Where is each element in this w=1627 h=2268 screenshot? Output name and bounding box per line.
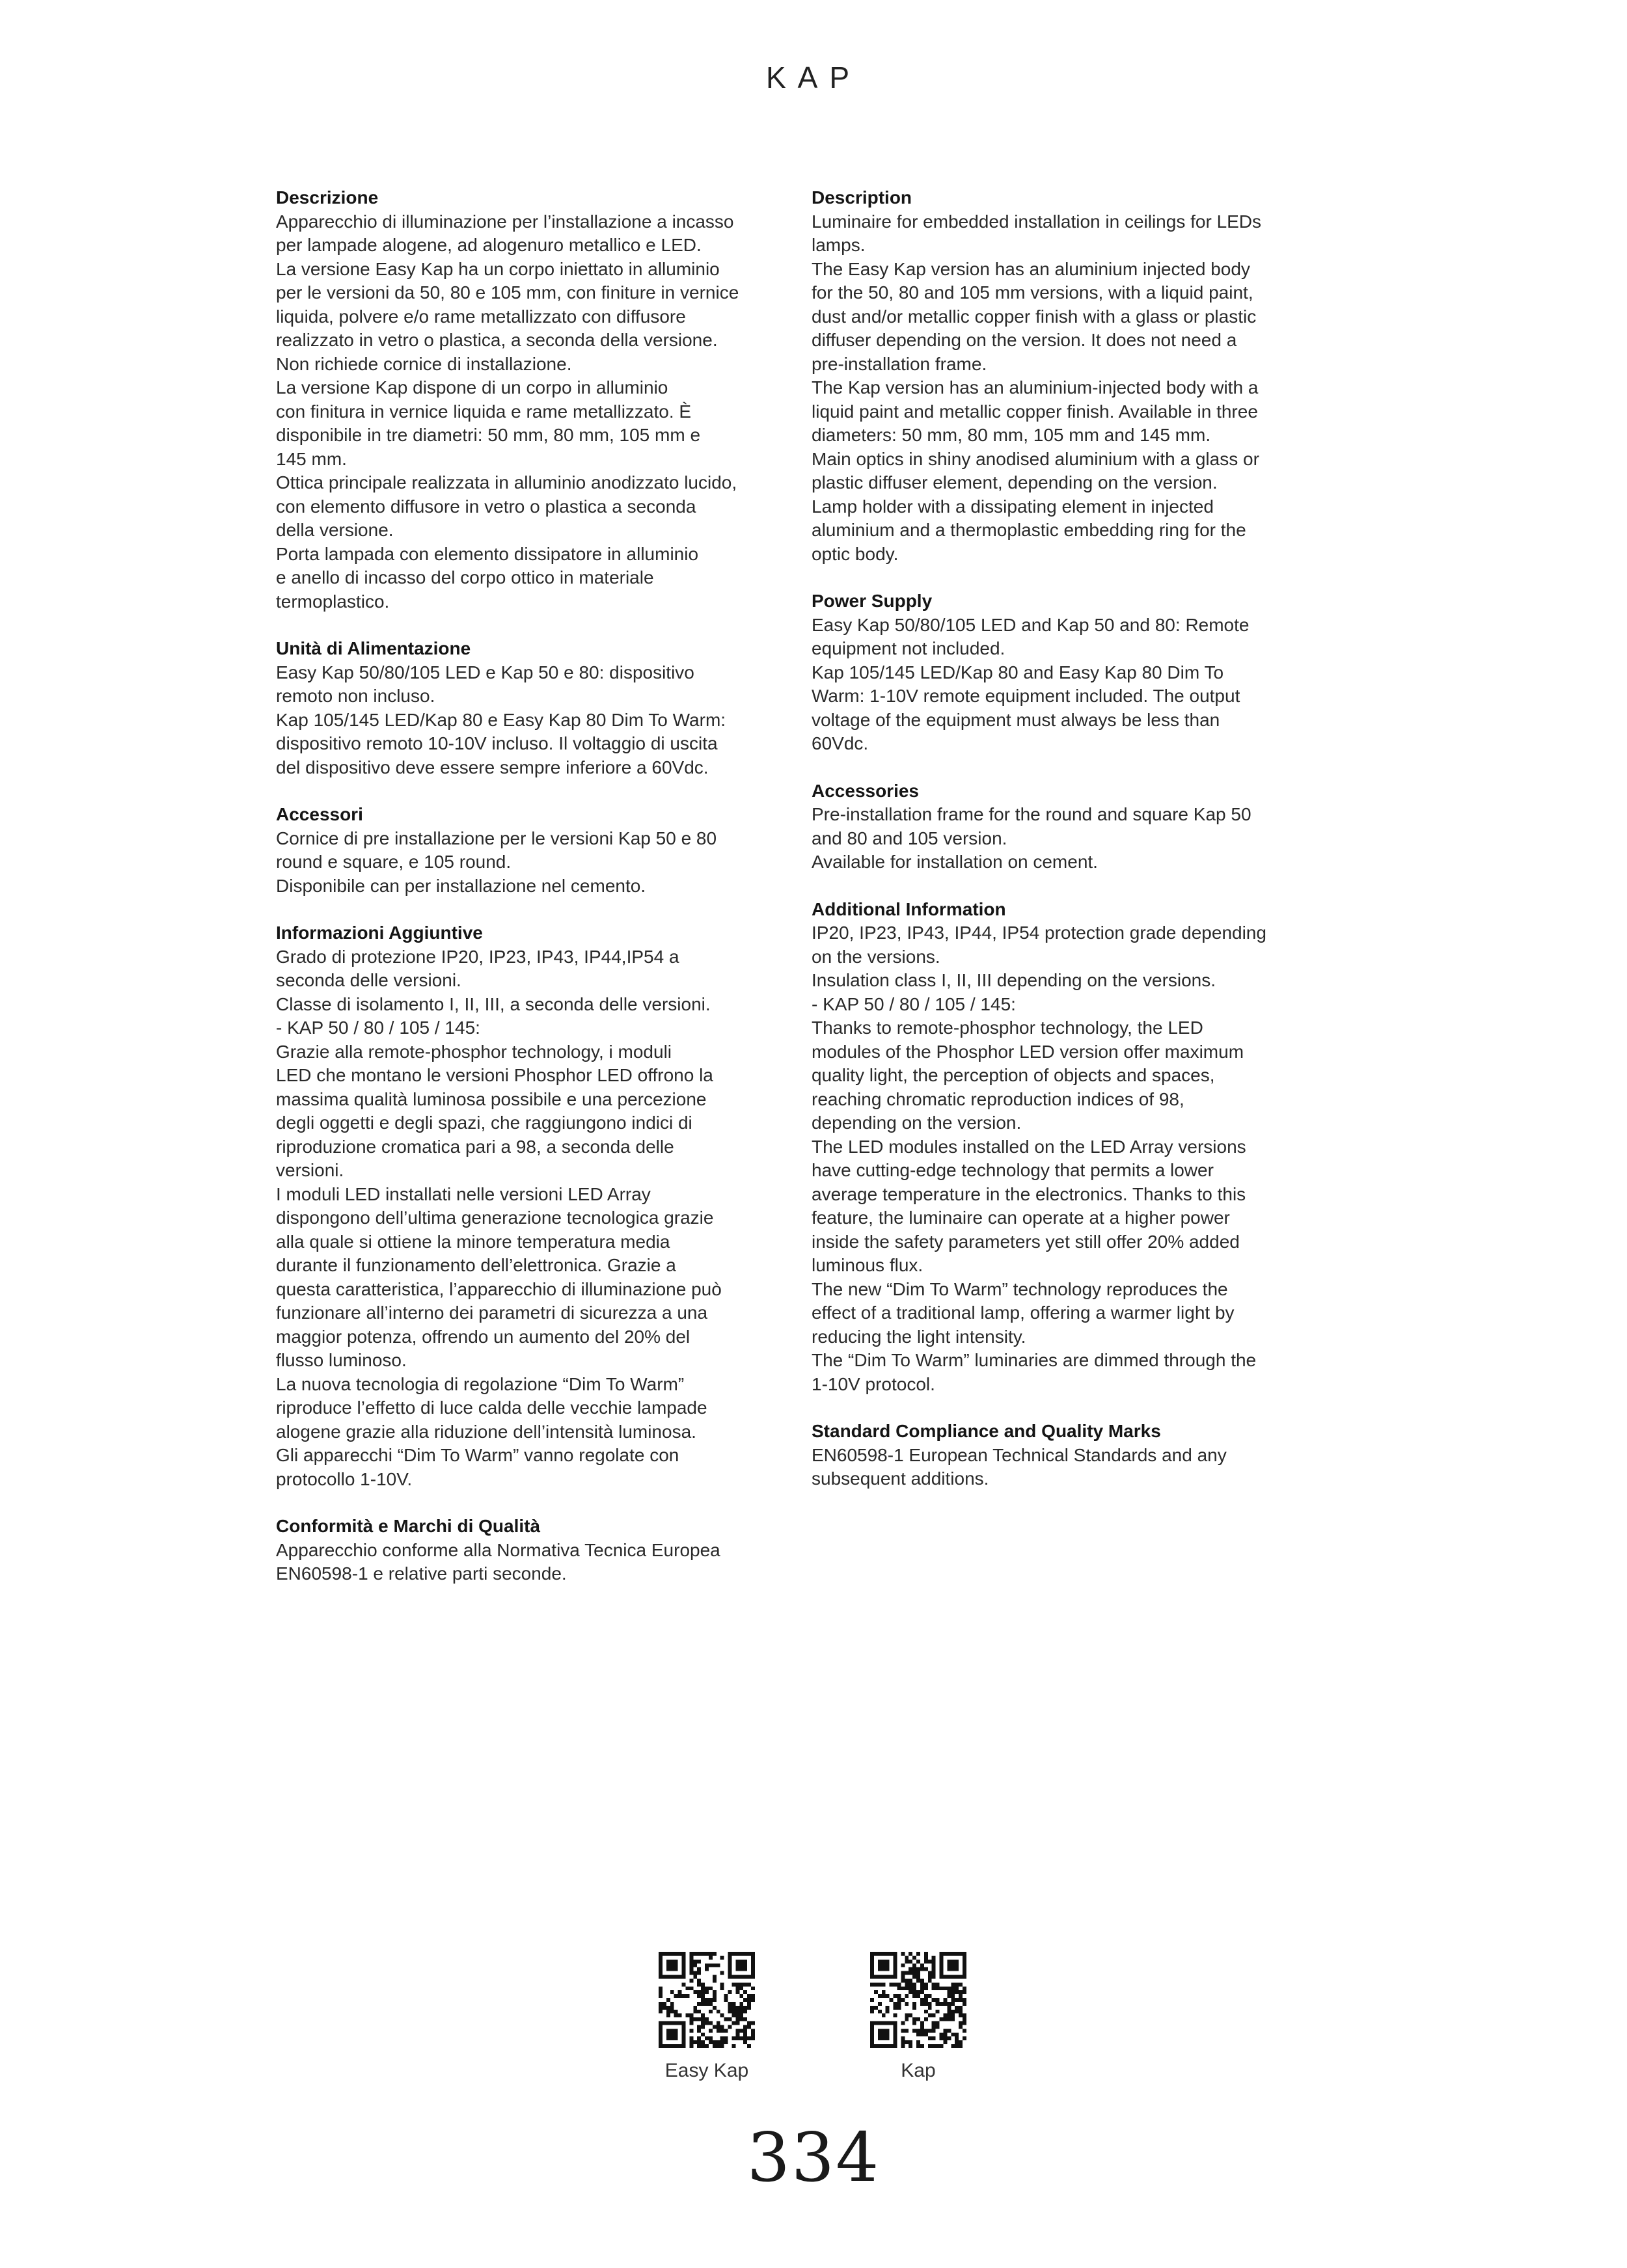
section-accessories <box>812 779 1319 874</box>
section-title: Power Supply <box>812 591 933 611</box>
qr-code-icon <box>659 1952 755 2048</box>
qr-code-icon <box>870 1952 966 2048</box>
section-text: Cornice di pre installazione per le versioni Kap 50 e 80 round e square, e 105 round. Disponibile can per installazione nel cemento. <box>276 828 717 896</box>
section-text: Apparecchio conforme alla Normativa Tecnica Europea EN60598-1 e relative parti seconde. <box>276 1539 720 1584</box>
section-text: Easy Kap 50/80/105 LED e Kap 50 e 80: dispositivo remoto non incluso. Kap 105/145 LED/Kap 80 e Easy Kap 80 Dim To Warm: dispositivo remoto 10-10V incluso. Il voltaggio di uscita del dispositivo deve essere sempre inferiore a 60Vdc. <box>276 662 726 777</box>
section-text: IP20, IP23, IP43, IP44, IP54 protection grade depending on the versions. Insulation class I, II, III depending on the versions. - KAP 50 / 80 / 105 / 145: Thanks to remote-phosphor technology, the LED modules of the Phosphor LED version offer maximum quality light, the perception of objects and spaces, reaching chromatic reproduction indices of 98, depending on the version. The LED modules installed on the LED Array versions have cutting-edge technology that permits a lower average temperature in the electronics. Thanks to this feature, the luminaire can operate at a higher power inside the safety parameters yet still offer 20% added luminous flux. The new “Dim To Warm” technology reproduces the effect of a traditional lamp, offering a warmer light by reducing the light intensity. The “Dim To Warm” luminaries are dimmed through the 1-10V protocol. <box>812 923 1266 1394</box>
section-conformita <box>276 1515 784 1586</box>
page-number: 334 <box>746 2118 881 2197</box>
section-text: Pre-installation frame for the round and square Kap 50 and 80 and 105 version. Available for installation on cement. <box>812 804 1251 872</box>
qr-label: Kap <box>901 2060 936 2081</box>
section-informazioni <box>276 921 784 1491</box>
section-power-supply <box>812 589 1319 756</box>
qr-label: Easy Kap <box>664 2060 749 2081</box>
english-column <box>812 186 1319 1515</box>
section-title: Conformità e Marchi di Qualità <box>276 1516 541 1536</box>
section-text: Apparecchio di illuminazione per l’installazione a incasso per lampade alogene, ad alogenuro metallico e LED. La versione Easy Kap ha un corpo iniettato in alluminio per le versioni da 50, 80 e 105 mm, con finiture in vernice liquida, polvere e/o rame metallizzato con diffusore realizzato in vetro o plastica, a seconda della versione. Non richiede cornice di installazione. La versione Kap dispone di un corpo in alluminio con finitura in vernice liquida e rame metallizzato. È disponibile in tre diametri: 50 mm, 80 mm, 105 mm e 145 mm. Ottica principale realizzata in alluminio anodizzato lucido, con elemento diffusore in vetro o plastica a seconda della versione. Porta lampada con elemento dissipatore in alluminio e anello di incasso del corpo ottico in materiale termoplastico. <box>276 211 739 612</box>
qr-easy-kap[interactable] <box>642 1952 772 2082</box>
section-description <box>812 186 1319 566</box>
section-text: Easy Kap 50/80/105 LED and Kap 50 and 80: Remote equipment not included. Kap 105/145 LED/Kap 80 and Easy Kap 80 Dim To Warm: 1-10V remote equipment included. The output voltage of the equipment must always be less than 60Vdc. <box>812 614 1250 753</box>
section-title: Description <box>812 187 912 208</box>
section-alimentazione <box>276 637 784 779</box>
italian-column <box>276 186 784 1610</box>
qr-kap[interactable] <box>853 1952 983 2082</box>
section-title: Informazioni Aggiuntive <box>276 923 483 943</box>
section-title: Accessori <box>276 804 363 824</box>
section-title: Descrizione <box>276 187 379 208</box>
section-title: Standard Compliance and Quality Marks <box>812 1421 1161 1441</box>
section-text: Grado di protezione IP20, IP23, IP43, IP44,IP54 a seconda delle versioni. Classe di isolamento I, II, III, a seconda delle versioni. - KAP 50 / 80 / 105 / 145: Grazie alla remote-phosphor technology, i moduli LED che montano le versioni Phosphor LED offrono la massima qualità luminosa possibile e una percezione degli oggetti e degli spazi, che raggiungono indici di riproduzione cromatica pari a 98, a seconda delle versioni. I moduli LED installati nelle versioni LED Array dispongono dell’ultima generazione tecnologica grazie alla quale si ottiene la minore temperatura media durante il funzionamento dell’elettronica. Grazie a questa caratteristica, l’apparecchio di illuminazione può funzionare all’interno dei parametri di sicurezza a una maggior potenza, offrendo un aumento del 20% del flusso luminoso. La nuova tecnologia di regolazione “Dim To Warm” riproduce l’effetto di luce calda delle vecchie lampade alogene grazie alla riduzione dell’intensità luminosa. Gli apparecchi “Dim To Warm” vanno regolate con protocollo 1-10V. <box>276 946 722 1489</box>
section-title: Additional Information <box>812 898 1006 919</box>
section-descrizione <box>276 186 784 614</box>
section-text: Luminaire for embedded installation in ceilings for LEDs lamps. The Easy Kap version has an aluminium injected body for the 50, 80 and 105 mm versions, with a liquid paint, dust and/or metallic copper finish with a glass or plastic diffuser depending on the version. It does not need a pre-installation frame. The Kap version has an aluminium-injected body with a liquid paint and metallic copper finish. Available in three diameters: 50 mm, 80 mm, 105 mm and 145 mm. Main optics in shiny anodised aluminium with a glass or plastic diffuser element, depending on the version. Lamp holder with a dissipating element in injected aluminium and a thermoplastic embedding ring for the optic body. <box>812 211 1262 564</box>
section-title: Unità di Alimentazione <box>276 638 471 658</box>
section-standard-compliance <box>812 1420 1319 1491</box>
page-title: KAP <box>765 61 862 94</box>
section-text: EN60598-1 European Technical Standards and any subsequent additions. <box>812 1444 1227 1489</box>
section-accessori <box>276 803 784 898</box>
section-additional-information <box>812 898 1319 1397</box>
section-title: Accessories <box>812 780 920 801</box>
